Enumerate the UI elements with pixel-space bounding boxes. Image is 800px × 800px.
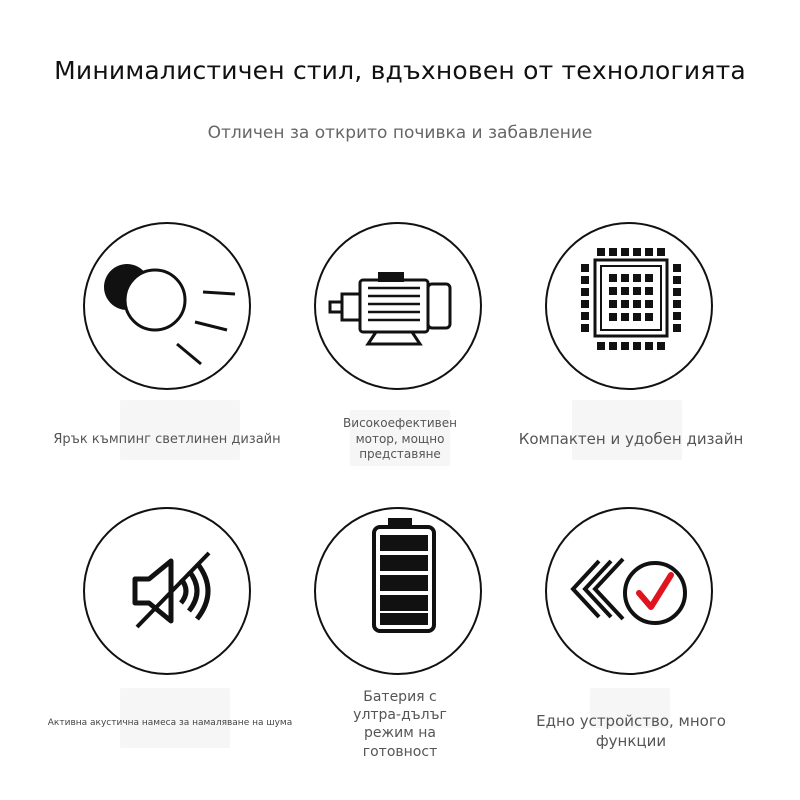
chip-icon xyxy=(545,222,713,390)
feature-label-multifunction: Едно устройство, много функции xyxy=(536,712,726,750)
multifunction-check-icon xyxy=(545,507,713,675)
feature-label-battery: Батерия с ултра-дълъг режим на готовност xyxy=(353,689,447,760)
motor-icon xyxy=(314,222,482,390)
page-subtitle: Отличен за открито почивка и забавление xyxy=(207,123,593,143)
feature-label-noise: Активна акустична намеса за намаляване на шума xyxy=(47,718,293,728)
page-title: Минималистичен стил, вдъхновен от технологията xyxy=(54,56,746,85)
noise-cancel-icon xyxy=(83,507,251,675)
battery-icon xyxy=(314,507,482,675)
feature-label-motor: Високоефективен мотор, мощно представяне xyxy=(343,416,457,462)
light-beam-icon xyxy=(83,222,251,390)
feature-label-compact: Компактен и удобен дизайн xyxy=(518,430,744,448)
feature-label-light: Ярък къмпинг светлинен дизайн xyxy=(53,432,281,447)
